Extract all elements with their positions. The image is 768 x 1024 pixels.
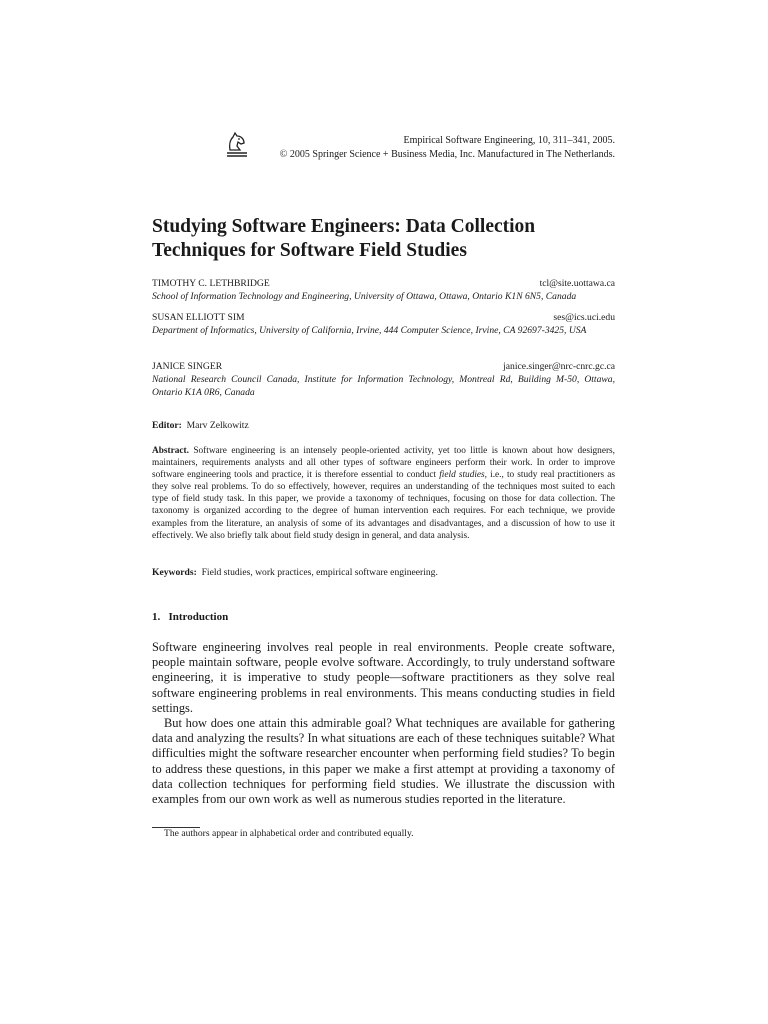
abstract-emphasis: field studies — [439, 470, 485, 481]
body-text — [152, 640, 615, 807]
keywords-text: Field studies, work practices, empirical software engineering. — [201, 567, 438, 578]
author-block — [152, 277, 615, 303]
title-line-2: Techniques for Software Field Studies — [152, 240, 467, 261]
editor-name: Marv Zelkowitz — [186, 420, 249, 431]
keywords-label: Keywords: — [152, 567, 197, 578]
paragraph: But how does one attain this admirable goal? What techniques are available for gathering data and analyzing the results? In what situations are each of these techniques suitable? What difficulties might the software researcher encounter when performing field studies? To begin to address these questions, in this paper we make a first attempt at providing a taxonomy of data collection techniques for performing field studies. We illustrate the discussion with examples from our own work as well as numerous studies reported in the literature. — [152, 716, 615, 807]
paragraph: Software engineering involves real people in real environments. People create software, people maintain software, people evolve software. Accordingly, to truly understand software engineering, it is imperative to study people—software practitioners as they solve real software engineering problems in real environments. This means conducting studies in field settings. — [152, 640, 615, 715]
author-block — [152, 360, 615, 399]
copyright-notice: © 2005 Springer Science + Business Media, Inc. Manufactured in The Netherlands. — [279, 149, 615, 160]
author-name: SUSAN ELLIOTT SIM — [152, 312, 245, 323]
author-affiliation: Department of Informatics, University of California, Irvine, 444 Computer Science, Irvine, CA 92697-3425, USA — [152, 325, 587, 336]
author-block — [152, 311, 615, 337]
author-name: JANICE SINGER — [152, 361, 223, 372]
author-affiliation: School of Information Technology and Engineering, University of Ottawa, Ottawa, Ontario K1N 6N5, Canada — [152, 291, 577, 302]
editor-line — [152, 420, 249, 431]
title-line-1: Studying Software Engineers: Data Collection — [152, 216, 536, 237]
abstract — [152, 445, 615, 542]
springer-knight-icon — [224, 130, 250, 158]
section-heading: 1. Introduction — [152, 611, 229, 623]
author-affiliation: National Research Council Canada, Institute for Information Technology, Montreal Rd, Building M-50, Ottawa, Ontario K1A 0R6, Canada — [152, 374, 615, 398]
abstract-label: Abstract. — [152, 446, 189, 456]
keywords — [152, 567, 615, 578]
author-name: TIMOTHY C. LETHBRIDGE — [152, 278, 270, 289]
abstract-text: Software engineering is an intensely people-oriented activity, yet too little is known about how designers, maintainers, requirements analysts and all other types of software engineers perform their work. In order to improve software engineering tools and practice, it is therefore essential to conduct — [152, 446, 615, 481]
author-email[interactable]: tcl@site.uottawa.ca — [539, 278, 615, 289]
author-email[interactable]: janice.singer@nrc-cnrc.gc.ca — [503, 361, 615, 372]
paper-title — [152, 215, 622, 263]
editor-label: Editor: — [152, 420, 182, 431]
abstract-text-cont: , i.e., to study real practitioners as they solve real problems. To do so effectively, however, requires an understanding of the techniques most suited to each type of field study task. In this paper, we provide a taxonomy of techniques, focusing on those for data collection. The taxonomy is organized according to the degree of human intervention each requires. For each technique, we provide examples from the literature, an analysis of some of its advantages and disadvantages, and a discussion of how to use it effectively. We also briefly talk about field study design in general, and data analysis. — [152, 470, 615, 541]
journal-citation: Empirical Software Engineering, 10, 311–341, 2005. — [403, 135, 615, 146]
footnote: The authors appear in alphabetical order and contributed equally. — [164, 828, 414, 839]
author-email[interactable]: ses@ics.uci.edu — [553, 312, 615, 323]
